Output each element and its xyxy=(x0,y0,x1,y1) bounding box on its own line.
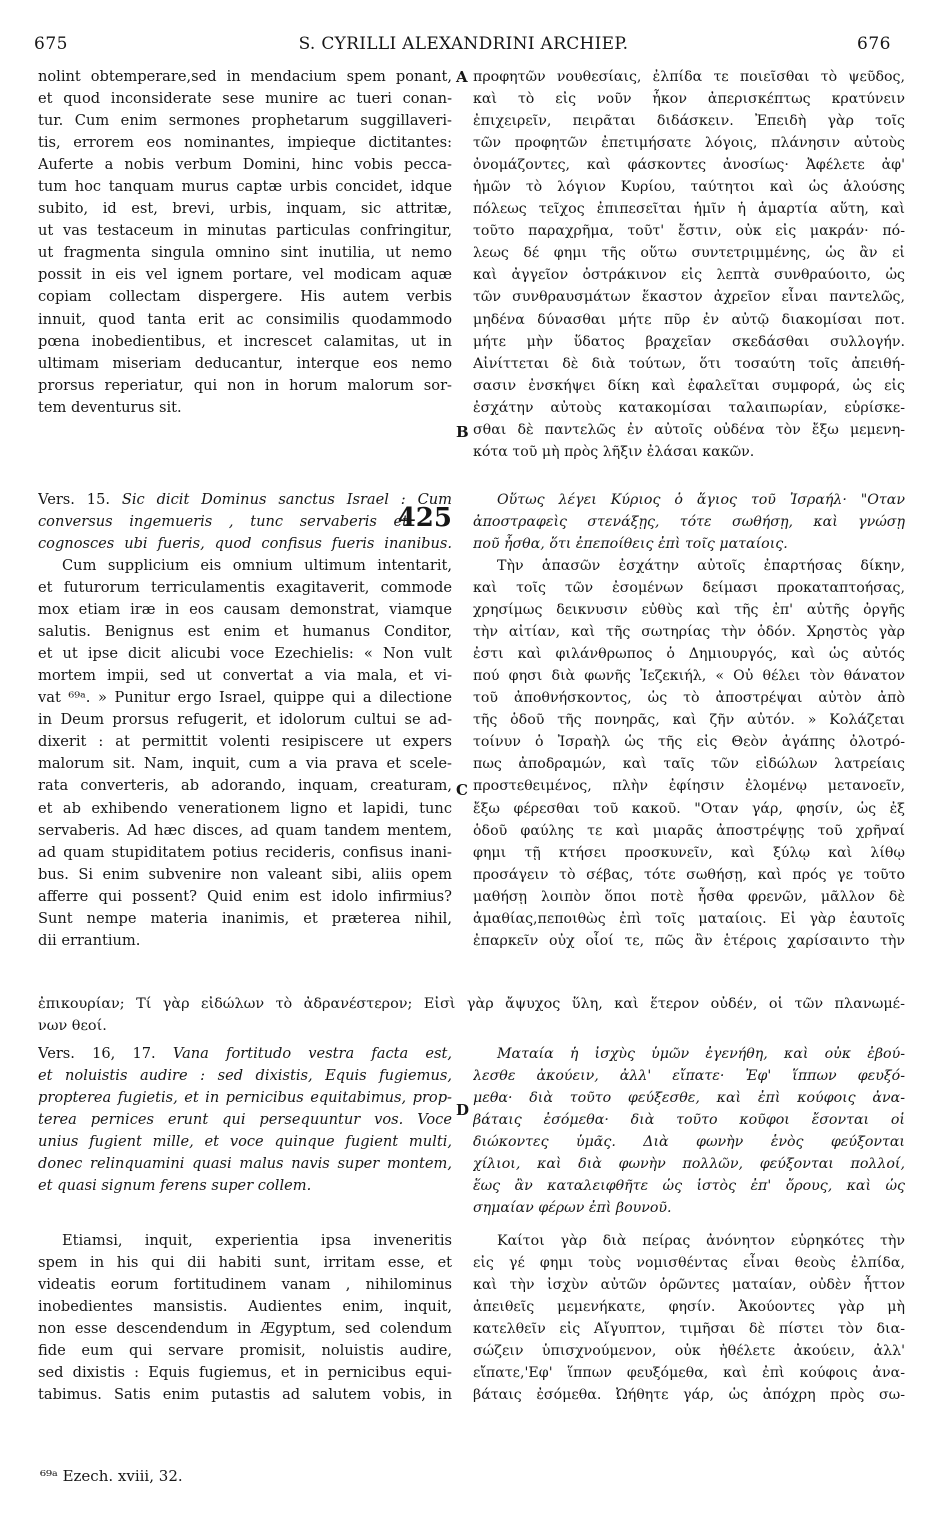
latin-line: salutis. Benignus est enim et humanus Conditor, xyxy=(38,623,452,641)
verse-15-label: Vers. 15. xyxy=(38,491,111,508)
spanning-line-1: ἐπικουρίαν; Τί γὰρ εἰδώλων τὸ ἀδρανέστερον; Εἰσὶ γὰρ ἄψυχος ὕλη, καὶ ἕτερον οὐδέν, οἱ τῶν πλανωμέ- xyxy=(38,996,905,1012)
running-head-title: S. CYRILLI ALEXANDRINI ARCHIEP. xyxy=(298,34,629,54)
greek-line: ἡμῶν τὸ λόγιον Κυρίου, ταύτητοι καὶ ὡς ἁλούσης xyxy=(473,179,905,196)
greek-paragraph-1 xyxy=(473,66,905,463)
verse-15-latin xyxy=(38,489,452,555)
greek-line: τοῦ ἀποθνήσκοντος, ὡς τὸ ἀποστρέψαι αὐτὸν ἀπὸ xyxy=(473,690,905,707)
verse-15-text-2: conversus ingemueris , tunc servaberis et xyxy=(38,513,408,531)
spanning-greek-lines xyxy=(38,993,905,1037)
greek-line: τῶν συνθραυσμάτων ἕκαστον ἀχρεῖον εἶναι παντελῶς, xyxy=(473,289,905,306)
verse-16-latin-line: propterea fugietis, et in pernicibus equitabimus, prop- xyxy=(38,1089,452,1107)
greek-line: ἐστι καὶ φιλάνθρωπος ὁ Δημιουργός, καὶ ὡς αὐτός xyxy=(473,646,905,663)
greek-line: Αἰνίττεται δὲ διὰ τούτων, ὅτι τοσαύτη τοῖς ἀπειθή- xyxy=(473,355,905,372)
greek-line: κατελθεῖν εἰς Αἴγυπτον, τιμῆσαι δὲ πίστει τὸν δια- xyxy=(473,1321,905,1338)
verse-15-text-1: Sic dicit Dominus sanctus Israel : Cum xyxy=(121,491,452,508)
greek-line: πως ἀποδραμών, καὶ ταῖς τῶν εἰδώλων λατρείαις xyxy=(473,756,905,773)
latin-line: tum hoc tanquam murus captæ urbis concidet, idque xyxy=(38,178,452,196)
latin-line: et ab exhibendo venerationem ligno et lapidi, tunc xyxy=(38,799,452,817)
latin-paragraph-3 xyxy=(38,1230,452,1406)
latin-line: Cum supplicium eis omnium ultimum intentarit, xyxy=(62,557,452,574)
greek-line: ἐπαρκεῖν οὐχ οἷοί τε, πῶς ἂν ἑτέροις χαρίσαιντο τὴν xyxy=(473,932,905,949)
latin-line: sed dixistis : Equis fugiemus, et in pernicibus equi- xyxy=(38,1364,452,1382)
greek-line: φημι τῇ κτήσει προσκυνεῖν, καὶ ξύλῳ καὶ λίθῳ xyxy=(473,844,905,861)
greek-line: τοῦτο παραχρῆμα, τοῦτ' ἔστιν, οὐκ εἰς μακράν· πό- xyxy=(473,223,905,240)
latin-line: Sunt nempe materia inanimis, et præterea nihil, xyxy=(38,909,452,927)
latin-line: rata converteris, ab adorando, inquam, creaturam, xyxy=(38,777,452,795)
latin-line: vat ⁶⁹ᵃ. » Punitur ergo Israel, quippe qui a dilectione xyxy=(38,689,452,707)
verse-16-label: Vers. 16, 17. xyxy=(38,1045,156,1062)
verse-16-latin-line: et noluistis audire : sed dixistis, Equis fugiemus, xyxy=(38,1067,452,1085)
greek-line: τοίνυν ὁ Ἰσραὴλ ὡς τῆς εἰς Θεὸν ἀγάπης ὀλοτρό- xyxy=(473,734,905,751)
greek-line: μήτε μὴν ὕδατος βραχεῖαν σκεδάσθαι συλλογήν. xyxy=(473,333,905,350)
latin-line: inobedientes mansistis. Audientes enim, inquit, xyxy=(38,1298,452,1316)
verse-15-greek-line: Οὕτως λέγει Κύριος ὁ ἅγιος τοῦ Ἰσραήλ· "Οταν xyxy=(497,492,905,508)
verse-16-latin-line: unius fugient mille, et voce quinque fugient multi, xyxy=(38,1133,452,1151)
verse-16-greek-line: διώκοντες ὑμᾶς. Διὰ φωνὴν ἑνὸς φεύξονται xyxy=(473,1134,905,1151)
latin-line: pœna inobedientibus, et increscet calamitas, ut in xyxy=(38,332,452,350)
page-number-right: 676 xyxy=(857,34,891,54)
greek-line: ἐσχάτην αὐτοὺς κατακομίσαι ταλαιπωρίαν, εὑρίσκε- xyxy=(473,399,905,416)
latin-paragraph-2 xyxy=(38,555,452,952)
greek-line: πού φησι διὰ φωνῆς Ἰεζεκιήλ, « Οὐ θέλει τὸν θάνατον xyxy=(473,668,905,685)
verse-15-greek-line: ἀποστραφεὶς στενάξῃς, τότε σωθήσῃ, καὶ γνώσῃ xyxy=(473,514,905,531)
latin-line: bus. Si enim subvenire non valeant sibi, aliis opem xyxy=(38,865,452,883)
verse-16-latin xyxy=(38,1043,452,1197)
greek-line: λεως δέ φημι τῆς οὕτω συντετριμμένης, ὡς ἂν εἰ xyxy=(473,245,905,262)
verse-15-greek xyxy=(473,489,905,555)
latin-paragraph-1 xyxy=(38,66,452,419)
page-number-left: 675 xyxy=(34,34,68,54)
greek-line: σασιν ἐνσκήψει δίκη καὶ ἐφαλεῖται συμφορά, ὡς εἰς xyxy=(473,377,905,394)
latin-line: afferre qui possent? Quid enim est idolo infirmius? xyxy=(38,887,452,905)
greek-line: πόλεως τεῖχος ἐπιπεσεῖται ἡμῖν ἡ ἁμαρτία αὕτη, καὶ xyxy=(473,201,905,218)
latin-line: subito, id est, brevi, urbis, inquam, sic attritæ, xyxy=(38,200,452,218)
latin-line: in Deum prorsus refugerit, et idolorum cultui se ad- xyxy=(38,711,452,729)
latin-line: ultimam miseriam deducantur, interque eos nemo xyxy=(38,354,452,372)
latin-line: spem in his qui dii habiti sunt, irritam esse, et xyxy=(38,1254,452,1272)
latin-line: fide eum qui servare promisit, noluistis audire, xyxy=(38,1342,452,1360)
spanning-line-2: νων θεοί. xyxy=(38,1018,107,1034)
greek-line: μαθήσῃ λοιπὸν ὅποι ποτὲ ἦσθα φρενῶν, μᾶλλον δὲ xyxy=(473,888,905,905)
verse-16-greek-line: μεθα· διὰ τοῦτο φεύξεσθε, καὶ ἐπὶ κούφοις ἀνα- xyxy=(473,1090,905,1107)
greek-paragraph-2 xyxy=(473,555,905,952)
greek-line: τῆς ὁδοῦ τῆς πονηρᾶς, καὶ ζῆν αὐτόν. » Κολάζεται xyxy=(473,712,905,729)
latin-line: et futurorum terriculamentis exagitaverit, commode xyxy=(38,579,452,597)
greek-line: ὀνομάζοντες, καὶ φάσκοντες ἀνοσίως· Ἀφέλετε ἀφ' xyxy=(473,157,905,174)
latin-line: mortem impii, sed ut convertat a via mala, et vi- xyxy=(38,667,452,685)
verse-16-latin-line: et quasi signum ferens super collem. xyxy=(38,1177,312,1195)
greek-line: ὁδοῦ φαύλης τε καὶ μιαρᾶς ἀποστρέψῃς τοῦ χρῆναί xyxy=(473,822,905,839)
column-number: 425 xyxy=(397,503,452,534)
latin-line: ut vas testaceum in minutas particulas confringitur, xyxy=(38,222,452,240)
latin-line: Etiamsi, inquit, experientia ipsa inveneritis xyxy=(62,1232,452,1249)
latin-line: dii errantium. xyxy=(38,931,141,949)
verse-16-greek xyxy=(473,1043,905,1219)
latin-line: malorum sit. Nam, inquit, cum a via prava et scele- xyxy=(38,755,452,773)
latin-line: tabimus. Satis enim putastis ad salutem vobis, in xyxy=(38,1386,452,1404)
greek-line: σθαι δὲ παντελῶς ἐν αὐτοῖς οὐδένα τὸν ἔξω μεμενη- xyxy=(473,421,905,438)
verse-16-text: Vana fortitudo vestra facta est, xyxy=(172,1045,452,1062)
latin-line: copiam collectam dispergere. His autem verbis xyxy=(38,288,452,306)
latin-line: ut fragmenta singula omnino sint inutilia, ut nemo xyxy=(38,244,452,262)
latin-line: dixerit : at permittit volenti resipiscere ut expers xyxy=(38,733,452,751)
latin-line: tem deventurus sit. xyxy=(38,398,182,416)
verse-16-greek-line: χίλιοι, καὶ διὰ φωνὴν πολλῶν, φεύξονται πολλοί, xyxy=(473,1156,905,1173)
latin-line: prorsus reperiatur, qui non in horum malorum sor- xyxy=(38,376,452,394)
latin-line: possit in eis vel ignem portare, vel modicam aquæ xyxy=(38,266,452,284)
greek-line: καὶ ἀγγεῖον ὀστράκινον εἰς λεπτὰ συνθραύοιτο, ὡς xyxy=(473,267,905,284)
margin-letter-a: A xyxy=(456,68,468,86)
margin-letter-d: D xyxy=(456,1101,470,1119)
greek-line: ἀπειθεῖς μεμενήκατε, φησίν. Ἀκούοντες γὰρ μὴ xyxy=(473,1299,905,1316)
footnote: ⁶⁹ᵃ Ezech. xviii, 32. xyxy=(40,1467,183,1485)
latin-line: et quod inconsiderate sese munire ac tueri conan- xyxy=(38,90,452,108)
greek-line: ἐπιχειρεῖν, πειρᾶται διδάσκειν. Ἐπειδὴ γὰρ τοῖς xyxy=(473,113,905,130)
running-header xyxy=(0,34,927,60)
greek-line: εἰς γέ φημι τοὺς νομισθέντας εἶναι θεοὺς ἐλπίδα, xyxy=(473,1255,905,1272)
latin-line: videatis eorum fortitudinem vanam , nihilominus xyxy=(38,1276,452,1294)
greek-line: σώζειν ὑπισχνούμενον, οὐκ ἠθέλετε ἀκούειν, ἀλλ' xyxy=(473,1343,905,1360)
margin-letter-b: B xyxy=(456,423,469,441)
verse-16-greek-line: ἕως ἂν καταλειφθῆτε ὡς ἱστὸς ἐπ' ὄρους, καὶ ὡς xyxy=(473,1178,905,1195)
latin-line: tis, errorem eos nominantes, impieque dictitantes: xyxy=(38,134,452,152)
verse-16-greek-line: βάταις ἐσόμεθα· διὰ τοῦτο κοῦφοι ἔσονται οἱ xyxy=(473,1112,905,1129)
greek-line: τὴν αἰτίαν, καὶ τῆς σωτηρίας τὴν ὁδόν. Χρηστὸς γὰρ xyxy=(473,624,905,641)
verse-16-greek-line: λεσθε ἀκούειν, ἀλλ' εἴπατε· Ἐφ' ἵππων φευξό- xyxy=(473,1068,905,1085)
greek-line: ἀμαθίας,πεποιθὼς ἐπὶ τοῖς ματαίοις. Εἰ γὰρ ἑαυτοῖς xyxy=(473,910,905,927)
greek-line: προφητῶν νουθεσίαις, ἐλπίδα τε ποιεῖσθαι τὸ ψεῦδος, xyxy=(473,69,905,85)
verse-15-line-1 xyxy=(38,489,452,511)
greek-line: τῶν προφητῶν ἐπετιμήσατε λόγοις, πλάνησιν αὐτοὺς xyxy=(473,135,905,152)
latin-line: tur. Cum enim sermones prophetarum suggillaveri- xyxy=(38,112,452,130)
latin-line: servaberis. Ad hæc disces, ad quam tandem mentem, xyxy=(38,821,452,839)
verse-16-greek-line: Ματαία ἡ ἰσχὺς ὑμῶν ἐγενήθη, καὶ οὐκ ἐβού- xyxy=(497,1046,905,1062)
greek-line: εἴπατε,'Εφ' ἵππων φευξόμεθα, καὶ ἐπὶ κούφοις ἀνα- xyxy=(473,1365,905,1382)
latin-line: ad quam stupiditatem potius recideris, confisus inani- xyxy=(38,843,452,861)
latin-line: innuit, quod tanta erit ac consimilis quodammodo xyxy=(38,310,452,328)
verse-16-latin-line: terea pernices erunt qui persequuntur vos. Voce xyxy=(38,1111,452,1129)
greek-line: βάταις ἐσόμεθα. Ὠήθητε γάρ, ὡς ἀπόχρη πρὸς σω- xyxy=(473,1387,905,1404)
greek-line: καὶ τὸ εἰς νοῦν ἧκον ἀπερισκέπτως κρατύνειν xyxy=(473,91,905,108)
latin-line: Auferte a nobis verbum Domini, hinc vobis pecca- xyxy=(38,156,452,174)
greek-line: Καίτοι γὰρ διὰ πείρας ἀνόνητον εὑρηκότες τὴν xyxy=(497,1233,905,1249)
greek-paragraph-3 xyxy=(473,1230,905,1406)
greek-line: μηδένα δύνασθαι μήτε πῦρ ἐν αὐτῷ διακομίσαι ποτ. xyxy=(473,311,905,328)
verse-16-line-1 xyxy=(38,1043,452,1065)
verse-16-latin-line: donec relinquamini quasi malus navis super montem, xyxy=(38,1155,452,1173)
verse-15-line-2 xyxy=(38,503,452,534)
greek-line: Τὴν ἁπασῶν ἐσχάτην αὐτοῖς ἐπαρτήσας δίκην, xyxy=(497,558,905,574)
verse-15-greek-line: ποῦ ἦσθα, ὅτι ἐπεποίθεις ἐπὶ τοῖς ματαίοις. xyxy=(473,536,788,553)
latin-line: nolint obtemperare,sed in mendacium spem ponant, xyxy=(38,68,452,85)
greek-line: χρησίμως δεικνυσιν εὐθὺς καὶ τῆς ἐπ' αὐτῆς ὀργῆς xyxy=(473,602,905,619)
greek-line: καὶ τὴν ἰσχὺν αὐτῶν ὁρῶντες ματαίαν, οὐδὲν ἧττον xyxy=(473,1277,905,1294)
greek-line: προσάγειν τὸ σέβας, τότε σωθήσῃ, καὶ πρός γε τοῦτο xyxy=(473,866,905,883)
verse-15-text-3: cognosces ubi fueris, quod confisus fueris inanibus. xyxy=(38,535,452,553)
greek-line: ἔξω φέρεσθαι τοῦ κακοῦ. "Οταν γάρ, φησίν, ὡς ἐξ xyxy=(473,800,905,817)
latin-line: mox etiam iræ in eos causam demonstrat, viamque xyxy=(38,601,452,619)
greek-line: καὶ τοῖς τῶν ἐσομένων δείμασι προκαταπτοήσας, xyxy=(473,580,905,597)
latin-line: et ut ipse dicit alicubi voce Ezechielis: « Non vult xyxy=(38,645,452,663)
greek-line: προστεθειμένος, πλὴν ἐφίησιν ἐλομένῳ μετανοεῖν, xyxy=(473,778,905,795)
latin-line: non esse descendendum in Ægyptum, sed colendum xyxy=(38,1320,452,1338)
margin-letter-c: C xyxy=(456,781,468,799)
greek-line: κότα τοῦ μὴ πρὸς λῆξιν ἐλάσαι κακῶν. xyxy=(473,443,755,460)
verse-16-greek-line: σημαίαν φέρων ἐπὶ βουνοῦ. xyxy=(473,1200,672,1217)
